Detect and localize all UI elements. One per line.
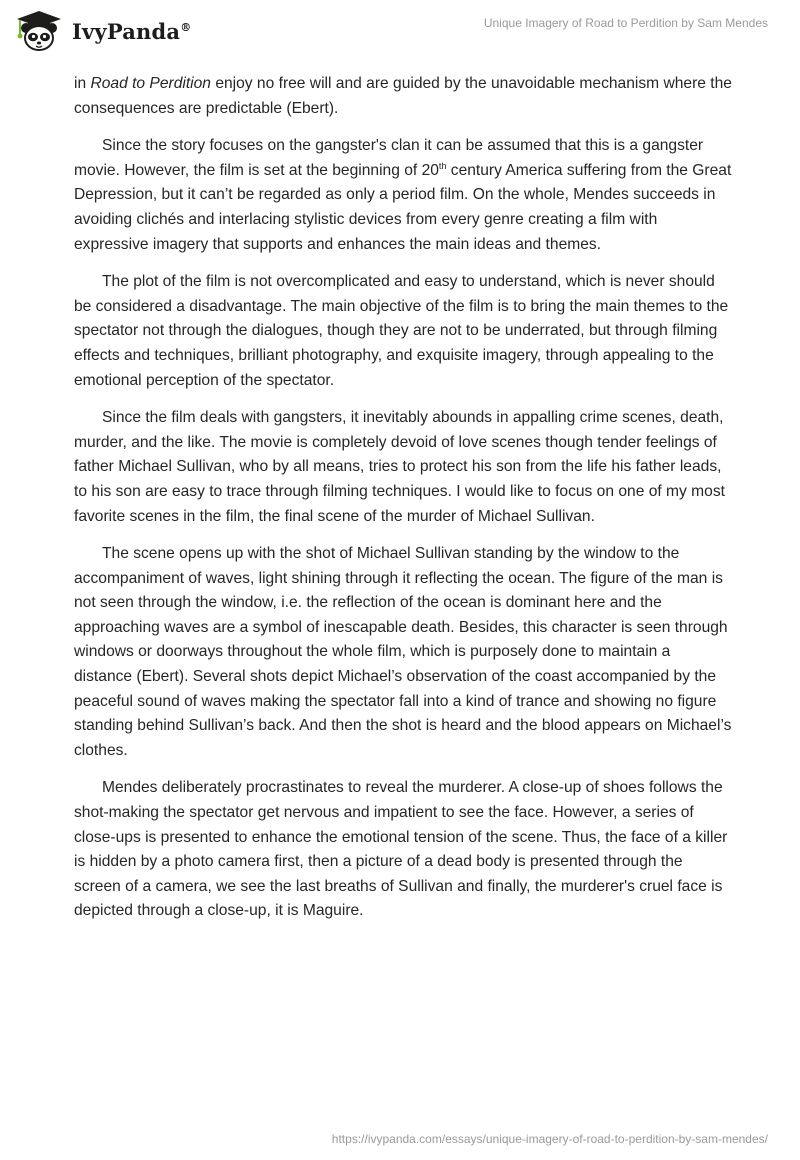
paragraph-4: Since the film deals with gangsters, it inevitably abounds in appalling crime scenes, death, murder, and the like. The movie is completely devoid of love scenes though tender feelings of father Michael Sullivan, who by all means, tries to protect his son from the life his father leads, to his son are easy to trace through filming techniques. I would like to focus on one of my most favorite scenes in the film, the final scene of the murder of Michael Sullivan.: [74, 409, 725, 525]
brand-name: IvyPanda®: [72, 18, 192, 44]
essay-body: [74, 72, 732, 937]
brand-logo[interactable]: [14, 10, 191, 52]
source-url-link[interactable]: https://ivypanda.com/essays/unique-imagery-of-road-to-perdition-by-sam-mendes/: [331, 1132, 768, 1146]
paragraph-3: The plot of the film is not overcomplicated and easy to understand, which is never should be considered a disadvantage. The main objective of the film is to bring the main themes to the spectator not through the dialogues, though they are not to be underrated, but through filming effects and techniques, brilliant photography, and exquisite imagery, through appealing to the emotional perception of the spectator.: [74, 273, 729, 389]
paragraph-2: Since the story focuses on the gangster's clan it can be assumed that this is a gangster movie. However, the film is set at the beginning of 20th century America suffering from the Great Depression, but it can’t be regarded as only a period film. On the whole, Mendes succeeds in avoiding clichés and interlacing stylistic devices from every genre creating a film with expressive imagery that supports and enhances the main ideas and themes.: [74, 137, 732, 253]
panda-graduate-icon: [14, 10, 64, 52]
paragraph-1: in Road to Perdition enjoy no free will and are guided by the unavoidable mechanism where the consequences are predictable (Ebert).: [74, 75, 732, 117]
paragraph-6: Mendes deliberately procrastinates to reveal the murderer. A close-up of shoes follows the shot-making the spectator get nervous and impatient to see the face. However, a series of close-ups is presented to enhance the emotional tension of the scene. Thus, the face of a killer is hidden by a photo camera first, then a picture of a dead body is presented through the screen of a camera, we see the last breaths of Sullivan and finally, the murderer's cruel face is depicted through a close-up, it is Maguire.: [74, 779, 728, 920]
film-title: Road to Perdition: [90, 75, 211, 92]
document-title: Unique Imagery of Road to Perdition by Sam Mendes: [483, 16, 768, 30]
page-header: [0, 0, 800, 70]
paragraph-5: The scene opens up with the shot of Michael Sullivan standing by the window to the accompaniment of waves, light shining through it reflecting the ocean. The figure of the man is not seen through the window, i.e. the reflection of the ocean is dominant here and the approaching waves are a symbol of inescapable death. Besides, this character is seen through windows or doorways throughout the whole film, which is purposely done to maintain a distance (Ebert). Several shots depict Michael’s observation of the coast accompanied by the peaceful sound of waves making the spectator fall into a kind of trance and showing no figure standing behind Sullivan’s back. And then the shot is heard and the blood appears on Michael’s clothes.: [74, 545, 732, 759]
